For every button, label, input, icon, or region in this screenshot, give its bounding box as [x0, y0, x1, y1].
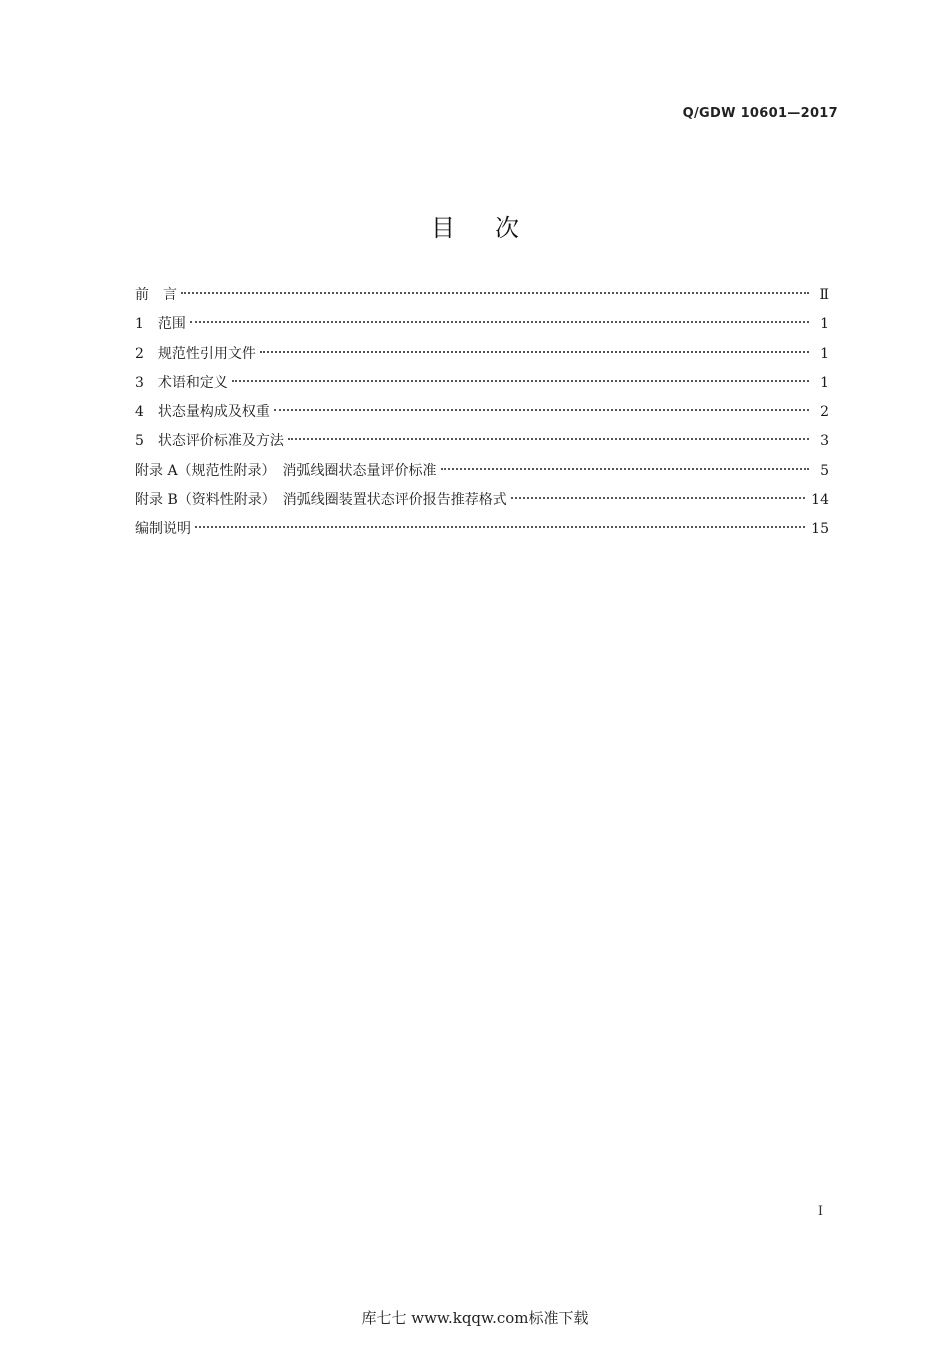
toc-entry-appendix-a[interactable] [135, 459, 829, 488]
page-number: I [817, 1204, 823, 1219]
toc-entry-label: 编制说明 [135, 521, 191, 538]
toc-entry-page: 1 [820, 316, 829, 333]
footer-watermark: 库七七 www.kqqw.com标准下载 [361, 1309, 589, 1327]
dot-leader [181, 292, 809, 294]
toc-entry-page: Ⅱ [819, 287, 829, 303]
toc-entry-label: 3 术语和定义 [135, 374, 228, 391]
toc-entry-label: 1 范围 [135, 316, 186, 333]
toc-entry-foreword[interactable] [135, 283, 829, 312]
toc-entry-label: 附录 B（资料性附录） 消弧线圈装置状态评价报告推荐格式 [135, 492, 507, 509]
dot-leader [511, 497, 805, 499]
toc-entry-page: 15 [811, 521, 829, 538]
toc-list [135, 283, 829, 547]
toc-entry-label: 5 状态评价标准及方法 [135, 433, 284, 450]
toc-entry-label: 4 状态量构成及权重 [135, 404, 270, 421]
dot-leader [190, 321, 809, 323]
toc-entry-page: 3 [820, 433, 829, 450]
toc-entry-terms-definitions[interactable] [135, 371, 829, 400]
toc-entry-normative-references[interactable] [135, 342, 829, 371]
toc-entry-appendix-b[interactable] [135, 488, 829, 517]
toc-entry-label: 附录 A（规范性附录） 消弧线圈状态量评价标准 [135, 462, 437, 479]
toc-entry-evaluation-criteria[interactable] [135, 429, 829, 458]
toc-entry-page: 1 [820, 345, 829, 362]
toc-entry-state-quantity[interactable] [135, 400, 829, 429]
document-code: Q/GDW 10601—2017 [682, 106, 838, 121]
dot-leader [260, 351, 809, 353]
toc-entry-label: 2 规范性引用文件 [135, 345, 256, 362]
toc-entry-label: 前 言 [135, 287, 177, 303]
dot-leader [195, 526, 805, 528]
toc-title: 目次 [431, 214, 559, 242]
dot-leader [288, 438, 809, 440]
dot-leader [232, 380, 809, 382]
toc-entry-page: 2 [820, 404, 829, 421]
toc-entry-page: 14 [811, 492, 829, 509]
toc-entry-scope[interactable] [135, 312, 829, 341]
toc-entry-page: 5 [820, 462, 829, 479]
toc-entry-page: 1 [820, 374, 829, 391]
dot-leader [441, 468, 809, 470]
dot-leader [274, 409, 809, 411]
toc-entry-compilation-notes[interactable] [135, 517, 829, 546]
